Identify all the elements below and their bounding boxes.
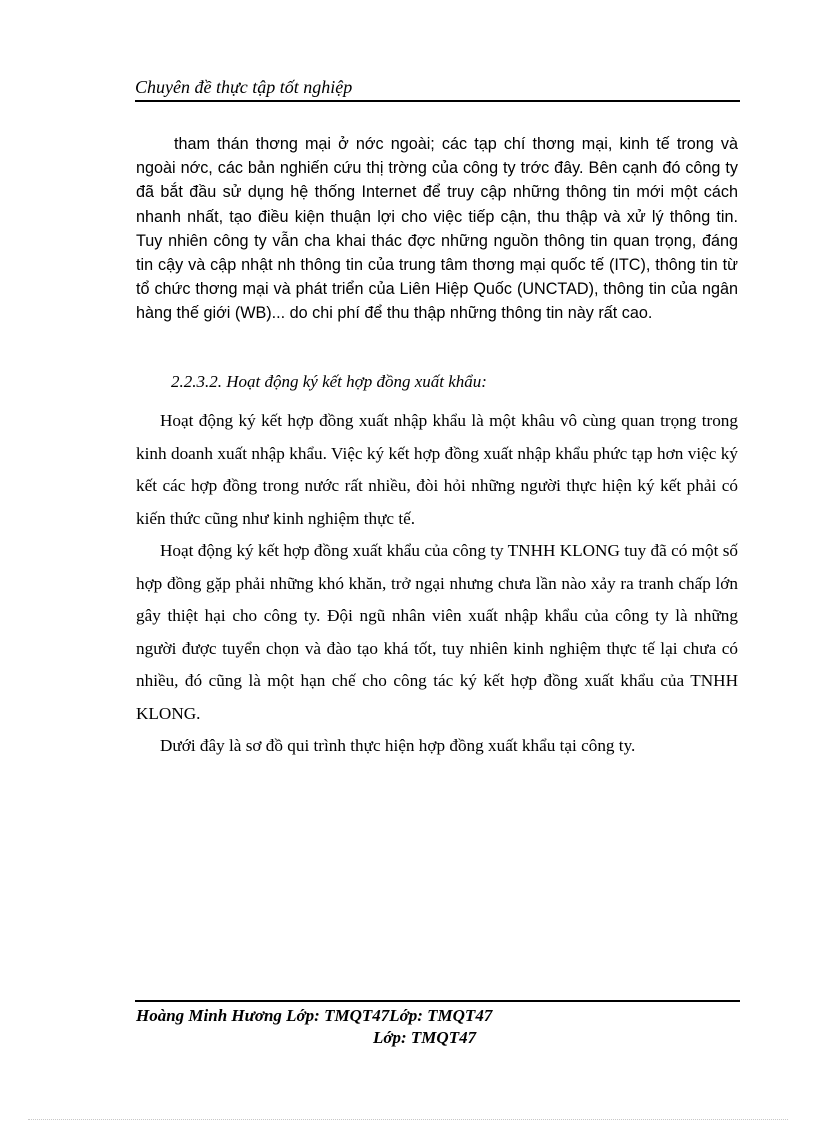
paragraph-3: Hoạt động ký kết hợp đồng xuất khẩu của công ty TNHH KLONG tuy đã có một số hợp đồng gặp phải những khó khăn, trở ngại nhưng chưa lần nào xảy ra tranh chấp lớn gây thiệt hại cho công ty. Đội ngũ nhân viên xuất nhập khẩu của công ty là những người được tuyển chọn và đào tạo khá tốt, tuy nhiên kinh nghiệm thực tế lại chưa có nhiều, đó cũng là một hạn chế cho công tác ký kết hợp đồng xuất khẩu của TNHH KLONG. xyxy=(136,541,738,723)
footer-class-line: Lớp: TMQT47 xyxy=(373,1028,477,1047)
header-title: Chuyên đề thực tập tốt nghiệp xyxy=(135,77,353,97)
body-text xyxy=(136,405,738,763)
page-header xyxy=(135,76,740,102)
footer-author-line: Hoàng Minh Hương Lớp: TMQT47Lớp: TMQT47 xyxy=(136,1006,493,1025)
paragraph-1: tham thán thơng mại ở nớc ngoài; các tạp chí thơng mại, kinh tế trong và ngoài nớc, các bản nghiến cứu thị trờng của công ty trớc đây. Bên cạnh đó công ty đã bắt đầu sử dụng hệ thống Internet để truy cập những thông tin mới một cách nhanh nhất, tạo điều kiện thuận lợi cho việc tiếp cận, thu thập và xử lý thông tin. Tuy nhiên công ty vẫn cha khai thác đợc những nguồn thông tin quan trọng, đáng tin cậy và cập nhật nh thông tin của trung tâm thơng mại quốc tế (ITC), thông tin từ tổ chức thơng mại và phát triển của Liên Hiệp Quốc (UNCTAD), thông tin của ngân hàng thế giới (WB)... do chi phí để thu thập những thông tin này rất cao. xyxy=(136,135,738,323)
paragraph-2: Hoạt động ký kết hợp đồng xuất nhập khẩu là một khâu vô cùng quan trọng trong kinh doanh xuất nhập khẩu. Việc ký kết hợp đồng xuất nhập khẩu phức tạp hơn việc ký kết các hợp đồng trong nước rất nhiều, đòi hỏi những người thực hiện ký kết phải có kiến thức cũng như kinh nghiệm thực tế. xyxy=(136,411,738,528)
section-heading: 2.2.3.2. Hoạt động ký kết hợp đồng xuất khẩu: xyxy=(171,372,487,391)
footer-divider xyxy=(135,1000,740,1002)
paragraph-block-1 xyxy=(136,132,738,326)
page-bottom-border xyxy=(28,1119,788,1120)
paragraph-4: Dưới đây là sơ đồ qui trình thực hiện hợp đồng xuất khẩu tại công ty. xyxy=(160,736,636,755)
